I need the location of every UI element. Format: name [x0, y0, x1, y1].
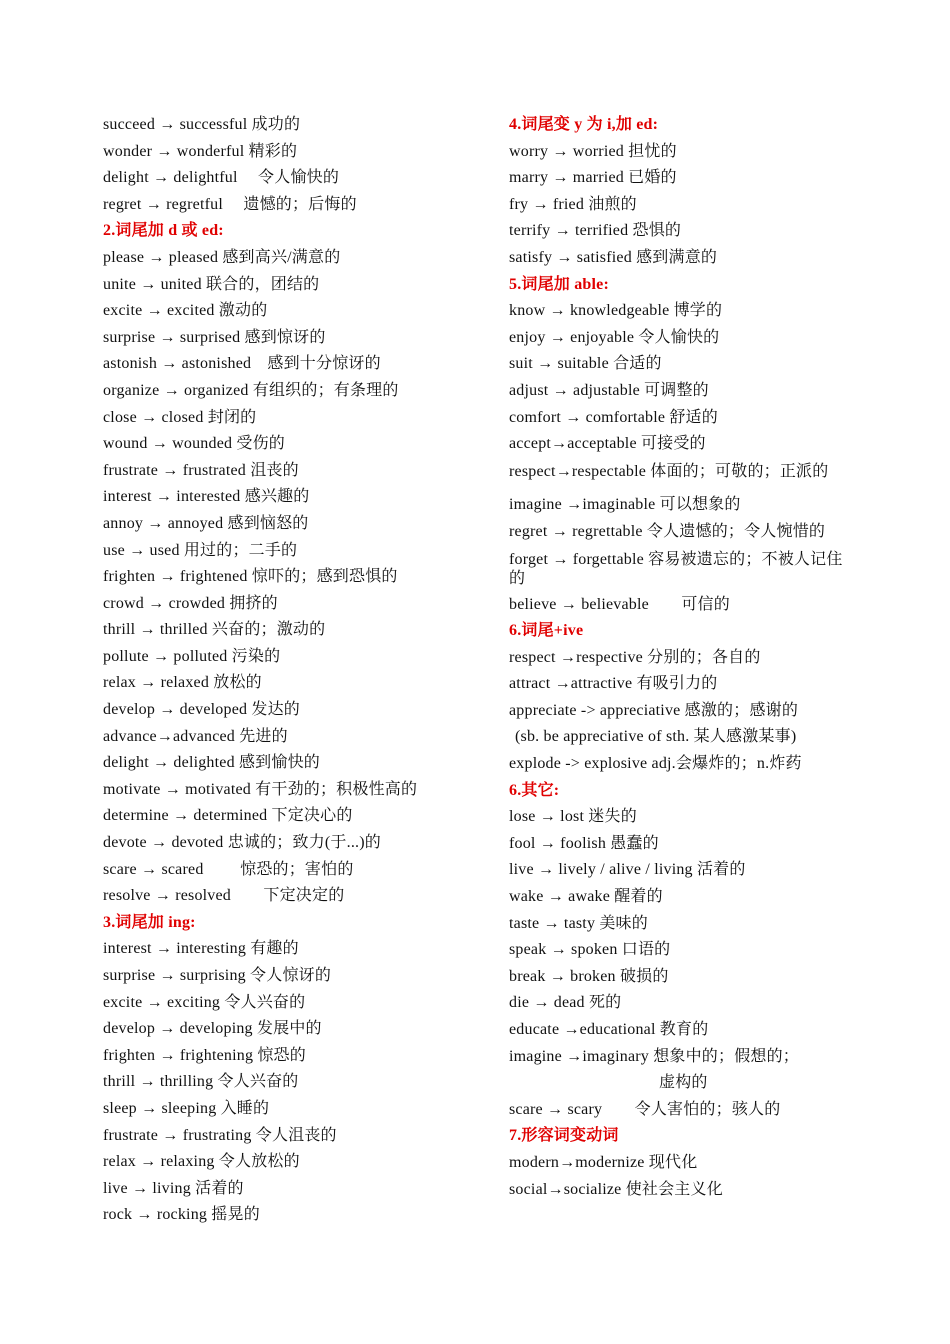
vocab-entry: relax → relaxed 放松的 — [103, 674, 262, 692]
vocab-entry: delight → delightful 令人愉快的 — [103, 169, 340, 187]
section-heading: 5.词尾加 able: — [509, 275, 609, 293]
vocab-entry: wonder → wonderful 精彩的 — [103, 142, 298, 160]
vocab-entry: imagine →imaginable 可以想象的 — [509, 496, 741, 514]
vocab-entry: surprise → surprising 令人惊讶的 — [103, 967, 332, 984]
vocab-entry: relax → relaxing 令人放松的 — [103, 1153, 300, 1171]
vocab-entry: respect→respectable 体面的；可敬的；正派的 — [509, 462, 829, 480]
section-heading: 6.其它: — [509, 781, 560, 799]
vocab-entry: modern→modernize 现代化 — [509, 1153, 698, 1171]
vocab-entry: worry → worried 担忧的 — [509, 142, 677, 160]
vocab-entry: forget → forgettable 容易被遗忘的；不被人记住的 — [509, 550, 843, 587]
vocab-entry: annoy → annoyed 感到恼怒的 — [103, 514, 309, 532]
vocab-entry: lose → lost 迷失的 — [509, 808, 637, 826]
vocab-entry: live → living 活着的 — [103, 1179, 244, 1197]
vocab-entry: fry → fried 油煎的 — [509, 195, 637, 213]
vocab-entry: terrify → terrified 恐惧的 — [509, 222, 682, 240]
vocab-entry: frustrate → frustrated 沮丧的 — [103, 461, 299, 479]
vocab-entry: taste → tasty 美味的 — [509, 914, 648, 932]
vocab-entry: marry → married 已婚的 — [509, 169, 677, 187]
vocab-entry: fool → foolish 愚蠢的 — [509, 834, 659, 852]
vocab-entry: use → used 用过的；二手的 — [103, 541, 298, 559]
section-heading: 6.词尾+ive — [509, 622, 584, 640]
right-column — [509, 112, 854, 1203]
vocab-entry: enjoy → enjoyable 令人愉快的 — [509, 328, 720, 346]
vocab-entry: social→socialize 使社会主义化 — [509, 1180, 723, 1198]
vocab-entry: close → closed 封闭的 — [103, 408, 257, 426]
vocab-entry: advance→advanced 先进的 — [103, 727, 288, 745]
vocab-entry: know → knowledgeable 博学的 — [509, 302, 723, 320]
vocab-entry: adjust → adjustable 可调整的 — [509, 381, 709, 399]
vocab-entry: die → dead 死的 — [509, 994, 622, 1012]
vocab-entry: thrill → thrilling 令人兴奋的 — [103, 1073, 299, 1091]
vocab-entry-continuation: 虚构的 — [659, 1074, 708, 1092]
usage-note: (sb. be appreciative of sth. 某人感激某事) — [515, 728, 797, 746]
vocab-entry: rock → rocking 摇晃的 — [103, 1206, 260, 1224]
vocab-entry: imagine →imaginary 想象中的；假想的； — [509, 1047, 800, 1065]
vocab-entry: thrill → thrilled 兴奋的；激动的 — [103, 621, 326, 639]
vocab-entry: explode -> explosive adj.会爆炸的；n.炸药 — [509, 755, 802, 773]
vocab-entry: suit → suitable 合适的 — [509, 355, 662, 373]
vocab-entry: satisfy → satisfied 感到满意的 — [509, 248, 718, 266]
vocab-entry: excite → excited 激动的 — [103, 302, 268, 320]
vocab-entry: scare → scared 惊恐的；害怕的 — [103, 860, 354, 878]
vocab-entry: regret → regretful 遗憾的；后悔的 — [103, 195, 357, 213]
vocab-entry: astonish → astonished 感到十分惊讶的 — [103, 355, 381, 373]
vocab-entry: break → broken 破损的 — [509, 967, 669, 985]
vocab-entry: sleep → sleeping 入睡的 — [103, 1099, 270, 1117]
vocab-entry: crowd → crowded 拥挤的 — [103, 594, 278, 612]
vocab-entry: resolve → resolved 下定决定的 — [103, 887, 345, 905]
vocab-entry: scare → scary 令人害怕的；骇人的 — [509, 1100, 781, 1118]
vocab-entry: frighten → frightening 惊恐的 — [103, 1046, 306, 1064]
section-heading: 3.词尾加 ing: — [103, 913, 196, 931]
vocab-entry: accept→acceptable 可接受的 — [509, 435, 706, 453]
vocab-entry: appreciate -> appreciative 感激的；感谢的 — [509, 701, 799, 719]
vocab-entry: live → lively / alive / living 活着的 — [509, 861, 746, 879]
vocab-entry: wake → awake 醒着的 — [509, 888, 663, 906]
vocab-entry: educate →educational 教育的 — [509, 1021, 709, 1038]
vocab-entry: believe → believable 可信的 — [509, 595, 730, 613]
vocab-entry: comfort → comfortable 舒适的 — [509, 408, 718, 426]
vocab-entry: interest → interesting 有趣的 — [103, 940, 299, 958]
vocab-entry: develop → developed 发达的 — [103, 701, 300, 719]
section-heading: 7.形容词变动词 — [509, 1127, 619, 1145]
vocab-entry: frustrate → frustrating 令人沮丧的 — [103, 1126, 337, 1144]
vocab-entry: surprise → surprised 感到惊讶的 — [103, 328, 326, 346]
vocab-entry: please → pleased 感到高兴/满意的 — [103, 248, 341, 266]
vocab-entry: determine → determined 下定决心的 — [103, 807, 353, 825]
vocab-entry: respect →respective 分别的；各自的 — [509, 648, 761, 666]
vocab-entry: attract →attractive 有吸引力的 — [509, 675, 718, 693]
vocab-entry: devote → devoted 忠诚的；致力(于...)的 — [103, 834, 381, 852]
vocab-entry: speak → spoken 口语的 — [509, 941, 671, 959]
vocab-entry: motivate → motivated 有干劲的；积极性高的 — [103, 780, 418, 798]
vocab-entry: succeed → successful 成功的 — [103, 116, 301, 133]
vocab-entry: develop → developing 发展中的 — [103, 1020, 322, 1038]
vocab-entry: unite → united 联合的，团结的 — [103, 275, 320, 293]
vocab-entry: excite → exciting 令人兴奋的 — [103, 993, 306, 1011]
left-column — [103, 112, 483, 1229]
vocab-entry: pollute → polluted 污染的 — [103, 647, 281, 665]
vocab-entry: delight → delighted 感到愉快的 — [103, 754, 320, 772]
section-heading: 2.词尾加 d 或 ed: — [103, 222, 224, 240]
vocab-entry: regret → regrettable 令人遗憾的；令人惋惜的 — [509, 522, 826, 540]
vocab-entry: interest → interested 感兴趣的 — [103, 488, 310, 506]
vocab-entry: wound → wounded 受伤的 — [103, 435, 286, 453]
vocab-entry: organize → organized 有组织的；有条理的 — [103, 381, 399, 399]
vocab-entry: frighten → frightened 惊吓的；感到恐惧的 — [103, 568, 398, 586]
section-heading: 4.词尾变 y 为 i,加 ed: — [509, 116, 659, 133]
